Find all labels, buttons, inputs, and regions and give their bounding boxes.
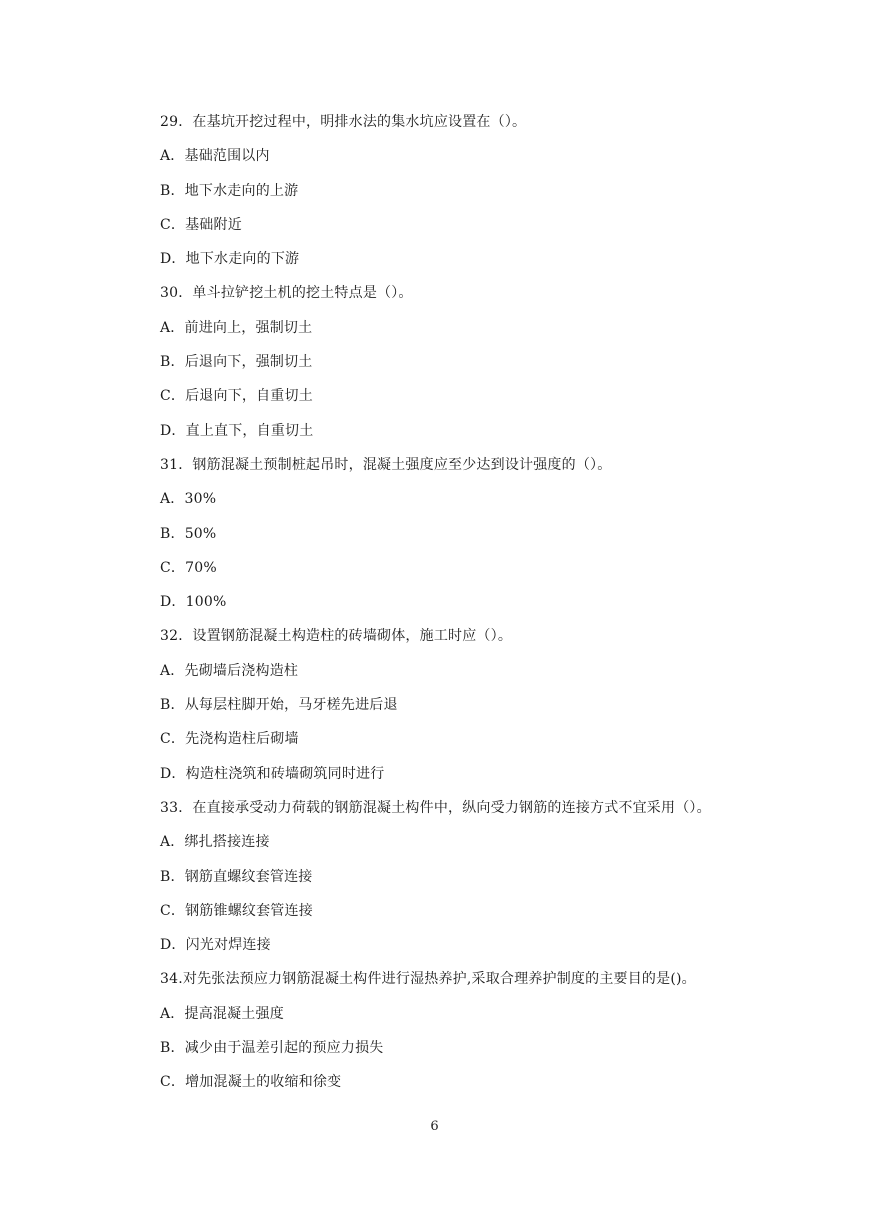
answer-option: A．提高混凝土强度 [160, 1005, 284, 1022]
answer-option: B．50% [160, 525, 217, 542]
answer-option: B．后退向下，强制切土 [160, 354, 313, 371]
answer-option: B．地下水走向的上游 [160, 182, 299, 199]
question-stem: 33．在直接承受动力荷载的钢筋混凝土构件中，纵向受力钢筋的连接方式不宜采用（）。 [160, 799, 711, 816]
question-list [160, 110, 760, 1105]
answer-option: A．30% [160, 491, 217, 508]
answer-option: D．构造柱浇筑和砖墙砌筑同时进行 [160, 765, 385, 782]
page-number: 6 [430, 1119, 439, 1134]
question-stem: 32．设置钢筋混凝土构造柱的砖墙砌体，施工时应（）。 [160, 628, 513, 645]
answer-option: B．减少由于温差引起的预应力损失 [160, 1040, 384, 1057]
answer-option: C．基础附近 [160, 216, 242, 233]
answer-option: C．增加混凝土的收缩和徐变 [160, 1074, 342, 1091]
answer-option: A．绑扎搭接连接 [160, 834, 270, 851]
answer-option: A．前进向上，强制切土 [160, 319, 313, 336]
answer-option: B．钢筋直螺纹套管连接 [160, 868, 313, 885]
question-stem: 31．钢筋混凝土预制桩起吊时，混凝土强度应至少达到设计强度的（）。 [160, 456, 612, 473]
question-stem: 29．在基坑开挖过程中，明排水法的集水坑应设置在（）。 [160, 114, 527, 130]
question-stem: 30．单斗拉铲挖土机的挖土特点是（）。 [160, 285, 413, 302]
answer-option: C．先浇构造柱后砌墙 [160, 731, 299, 748]
answer-option: A．基础范围以内 [160, 148, 270, 165]
answer-option: D．直上直下，自重切土 [160, 422, 314, 439]
answer-option: D．100% [160, 594, 227, 611]
answer-option: C．70% [160, 559, 217, 576]
answer-option: A．先砌墙后浇构造柱 [160, 662, 299, 679]
question-stem: 34.对先张法预应力钢筋混凝土构件进行湿热养护,采取合理养护制度的主要目的是()。 [160, 971, 696, 988]
answer-option: B．从每层柱脚开始，马牙槎先进后退 [160, 697, 398, 714]
answer-option: C．钢筋锥螺纹套管连接 [160, 902, 313, 919]
answer-option: C．后退向下，自重切土 [160, 388, 313, 405]
answer-option: D．地下水走向的下游 [160, 251, 300, 268]
answer-option: D．闪光对焊连接 [160, 937, 271, 954]
